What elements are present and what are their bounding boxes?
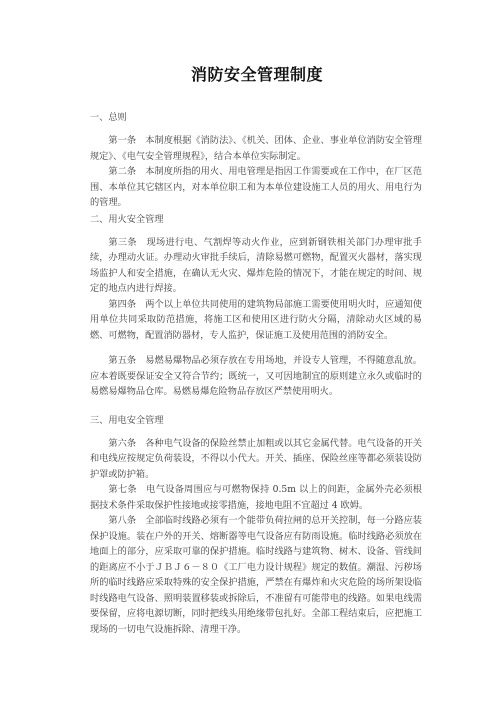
- paragraph-article-2: 第二条 本制度所指的用火、用电管理是指因工作需要或在工作中，在厂区范围、本单位其它辖区内，对本单位职工和为本单位建设施工人员的用火、用电行为的管理。: [90, 166, 422, 208]
- paragraph-article-8: 第八条 全部临时线路必须有一个能带负荷拉闸的总开关控制，每一分路应装保护设施。装在户外的开关、熔断器等电气设备应有防雨设施。临时线路必须放在地面上的部分，应采取可靠的保护措施。临时线路与建筑物、树木、设备、管线间的距离应不小于ＪＢＪ６－８０《工厂电力设计规程》规定的数值。潮湿、污秽场所的临时线路应采取特殊的安全保护措施，严禁在有爆炸和火灾危险的场所架设临时线路电气设备、照明装置移装或拆除后，不准留有可能带电的线路。如果电线需要保留，应将电源切断，同时把线头用绝缘带包扎好。全部工程结束后，应把施工现场的一切电气设施拆除、清理干净。: [90, 515, 422, 635]
- section-heading-fire-use: 二、用火安全管理: [90, 213, 164, 225]
- document-title: 消防安全管理制度: [190, 65, 323, 84]
- section-heading-electric-use: 三、用电安全管理: [90, 414, 164, 426]
- paragraph-article-6: 第六条 各种电气设备的保险丝禁止加粗或以其它金属代替。电气设备的开关和电线应按规定负荷装设，不得以小代大。开关、插座、保险丝座等都必须装设防护罩或防护箱。: [90, 437, 422, 480]
- paragraph-article-1: 第一条 本制度根据《消防法》、《机关、团体、企业、事业单位消防安全管理规定》、《电气安全管理规程》，结合本单位实际制定。: [90, 135, 422, 162]
- paragraph-article-4: 第四条 两个以上单位共同使用的建筑物局部施工需要使用明火时，应通知使用单位共同采取防范措施，将施工区和使用区进行防火分隔，清除动火区域的易燃、可燃物，配置消防器材，专人监护，保证施工及使用范围的消防安全。: [90, 298, 422, 341]
- paragraph-article-5: 第五条 易燃易爆物品必须存放在专用场地，并设专人管理，不得随意乱放。应本着既要保证安全又符合节约；既统一，又可因地制宜的原则建立永久或临时的易燃易爆物品仓库。易燃易爆危险物品存放区严禁使用明火。: [90, 355, 422, 397]
- paragraph-article-7: 第七条 电气设备周围应与可燃物保持 0.5m 以上的间距，金属外壳必须根据技术条件采取保护性接地或接零措施，接地电阻不宜超过 4 欧姆。: [90, 484, 422, 511]
- paragraph-article-3: 第三条 现场进行电、气割焊等动火作业，应到新钢铁相关部门办理审批手续，办理动火证。办理动火审批手续后，清除易燃可燃物，配置灭火器材，落实现场监护人和安全措施，在确认无火灾、爆炸危险的情况下，才能在规定的时间、规定的地点内进行焊接。: [90, 236, 422, 294]
- section-heading-general: 一、总则: [90, 112, 127, 123]
